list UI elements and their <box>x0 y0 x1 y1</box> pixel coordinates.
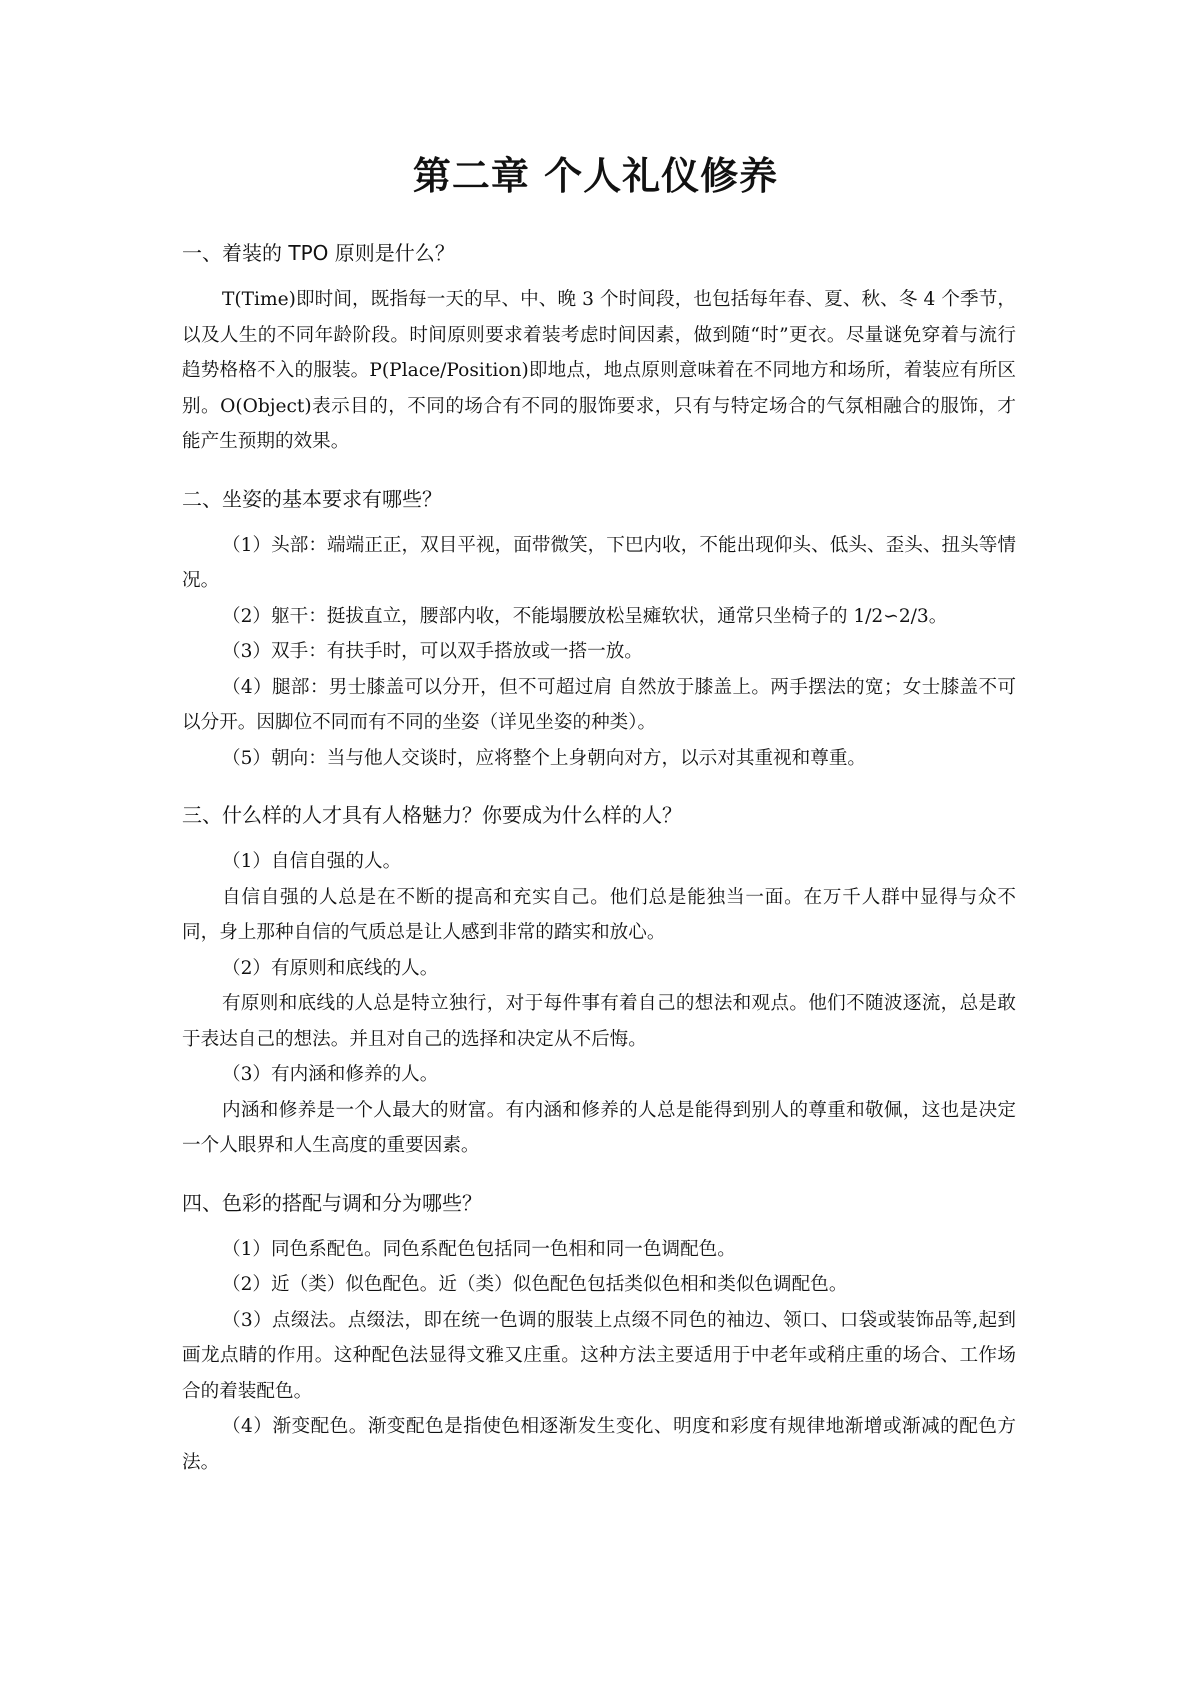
section-color-matching <box>182 1188 1016 1481</box>
paragraph: （4）渐变配色。渐变配色是指使色相逐渐发生变化、明度和彩度有规律地渐增或渐减的配色方法。 <box>182 1416 1016 1473</box>
section-heading: 三、什么样的人才具有人格魅力？你要成为什么样的人？ <box>182 803 682 827</box>
paragraph: （1）头部：端端正正，双目平视，面带微笑，下巴内收，不能出现仰头、低头、歪头、扭头等情况。 <box>182 534 1016 591</box>
paragraph: （2）躯干：挺拔直立，腰部内收，不能塌腰放松呈瘫软状，通常只坐椅子的 1/2∽2/3。 <box>221 605 948 627</box>
section-heading: 二、坐姿的基本要求有哪些？ <box>182 486 442 511</box>
section-heading: 四、色彩的搭配与调和分为哪些？ <box>182 1190 482 1215</box>
paragraph: （1）同色系配色。同色系配色包括同一色相和同一色调配色。 <box>221 1238 736 1260</box>
section-sitting-posture <box>182 484 1016 777</box>
page-title: 第二章 个人礼仪修养 <box>412 154 779 198</box>
section-tpo-principle <box>182 238 1016 460</box>
paragraph: （5）朝向：当与他人交谈时，应将整个上身朝向对方，以示对其重视和尊重。 <box>221 747 867 769</box>
section-heading: 一、着装的 TPO 原则是什么？ <box>182 241 455 265</box>
paragraph: （1）自信自强的人。 <box>221 851 402 872</box>
paragraph: （2）有原则和底线的人。 <box>221 957 439 979</box>
document-body <box>182 238 1016 1480</box>
paragraph: 有原则和底线的人总是特立独行，对于每件事有着自己的想法和观点。他们不随波逐流，总是敢于表达自己的想法。并且对自己的选择和决定从不后悔。 <box>182 993 1016 1050</box>
paragraph: （4）腿部：男士膝盖可以分开，但不可超过肩 自然放于膝盖上。两手摆法的宽；女士膝盖不可以分开。因脚位不同而有不同的坐姿（详见坐姿的种类）。 <box>182 676 1016 733</box>
paragraph: （3）点缀法。点缀法，即在统一色调的服装上点缀不同色的袖边、领口、口袋或装饰品等,起到画龙点睛的作用。这种配色法显得文雅又庄重。这种方法主要适用于中老年或稍庄重的场合、工作场合的着装配色。 <box>182 1309 1016 1402</box>
paragraph: （2）近（类）似色配色。近（类）似色配色包括类似色相和类似色调配色。 <box>221 1274 848 1295</box>
paragraph: T(Time)即时间，既指每一天的早、中、晚 3 个时间段，也包括每年春、夏、秋、冬 4 个季节，以及人生的不同年龄阶段。时间原则要求着装考虑时间因素，做到随“时”更衣。尽量谜免穿着与流行趋势格格不入的服装。P(Place/Position)即地点，地点原则意味着在不同地方和场所，着装应有所区别。O(Object)表示目的，不同的场合有不同的服饰要求，只有与特定场合的气氛相融合的服饰，才能产生预期的效果。 <box>182 289 1016 452</box>
paragraph: （3）双手：有扶手时，可以双手搭放或一搭一放。 <box>221 641 643 662</box>
paragraph: 内涵和修养是一个人最大的财富。有内涵和修养的人总是能得到别人的尊重和敬佩，这也是决定一个人眼界和人生高度的重要因素。 <box>182 1099 1016 1156</box>
section-personal-charm <box>182 800 1016 1164</box>
paragraph: 自信自强的人总是在不断的提高和充实自己。他们总是能独当一面。在万千人群中显得与众不同，身上那种自信的气质总是让人感到非常的踏实和放心。 <box>182 886 1016 943</box>
paragraph: （3）有内涵和修养的人。 <box>221 1064 439 1085</box>
